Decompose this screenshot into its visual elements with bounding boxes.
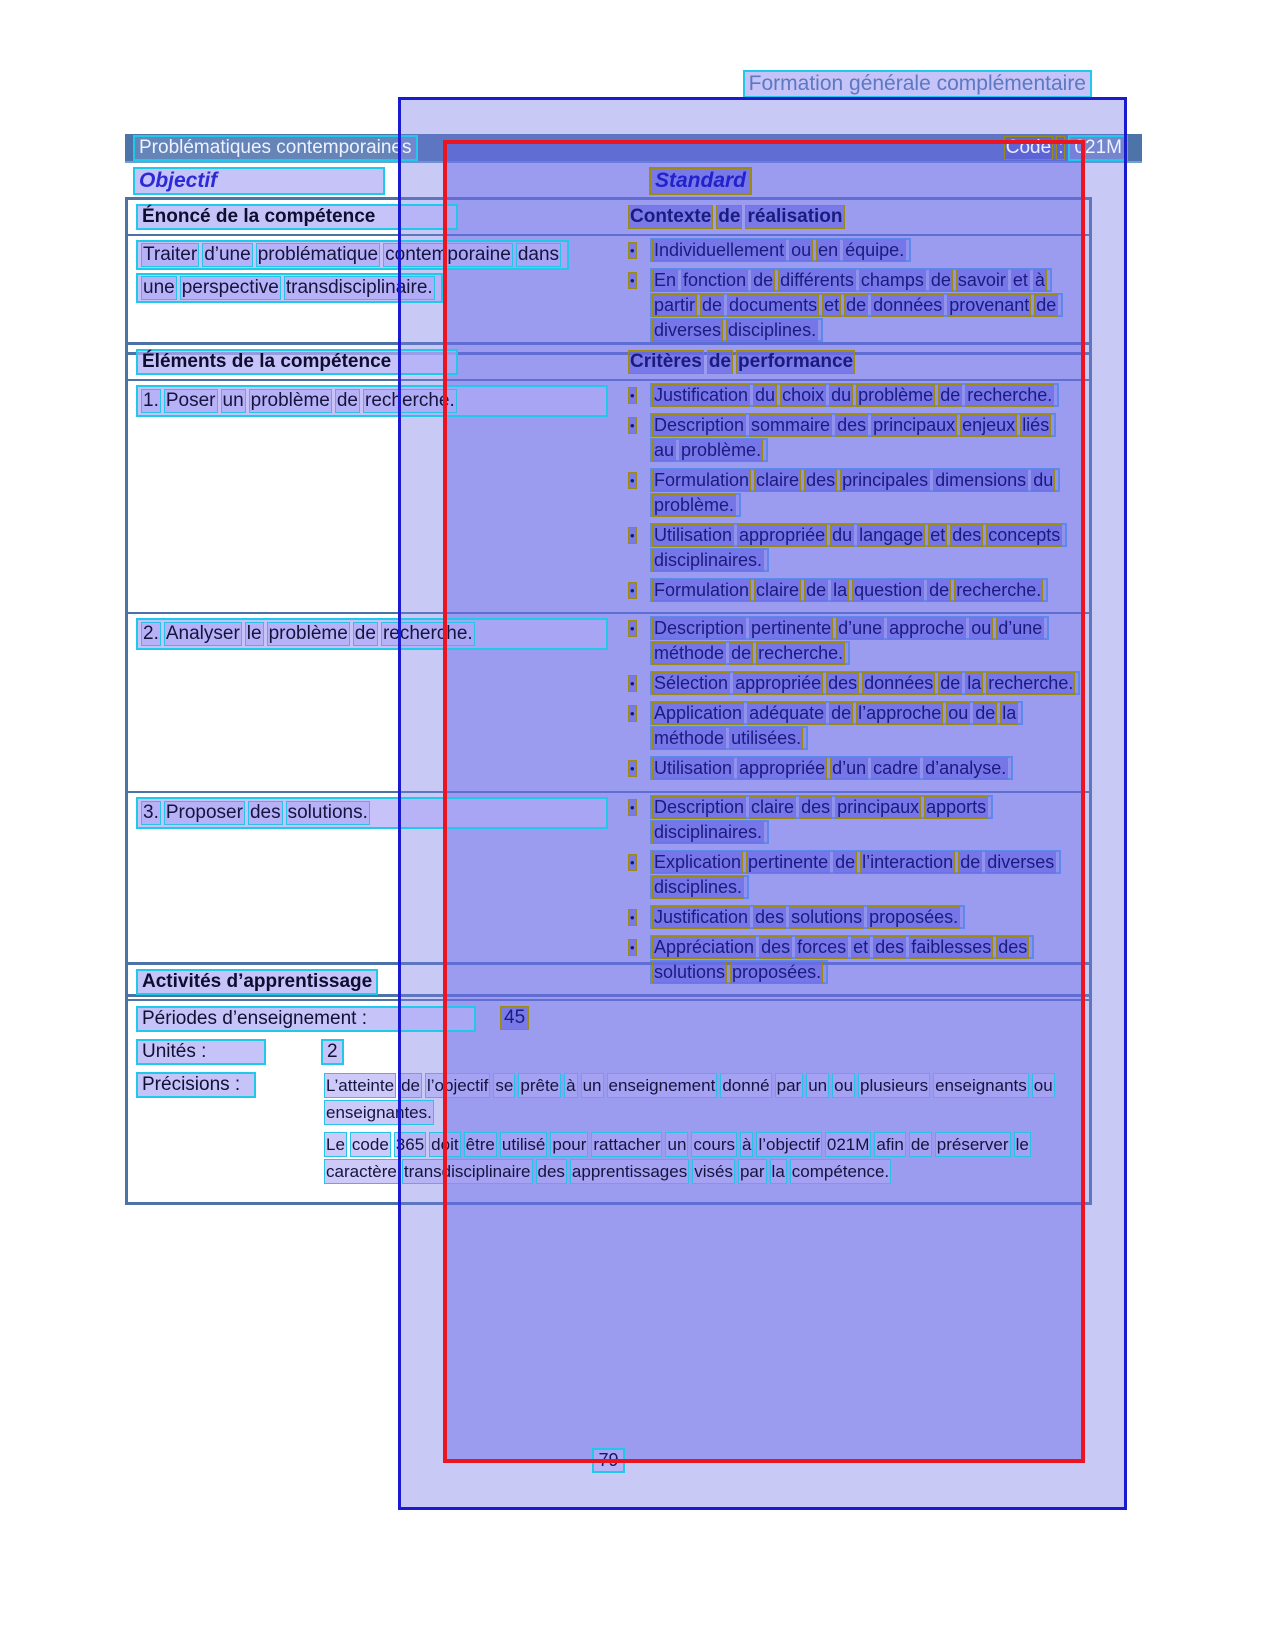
units-label: Unités : — [136, 1039, 266, 1065]
code-value: 021M — [1068, 135, 1128, 161]
page-number-row — [125, 1448, 1092, 1473]
list-item: • Utilisation appropriée d’un cadre d’analyse. — [628, 756, 1081, 781]
code-label: Code — [1005, 136, 1052, 158]
bullet-icon: • — [630, 800, 635, 815]
precisions-paragraph: Le code 365 doit être utilisé pour rattacher un cours à l’objectif 021M afin de préserver lecaractère transdisciplinaire des apprentissages visés par la compétence. — [324, 1131, 1081, 1185]
objectif-heading: Objectif — [133, 167, 385, 195]
list-item: • Formulation claire de la question de recherche. — [628, 578, 1081, 603]
competence-table-row — [128, 236, 1089, 352]
list-item: • Individuellement ou en équipe. — [628, 238, 1081, 263]
code-separator: : — [1058, 136, 1064, 158]
page-number: 79 — [592, 1448, 624, 1473]
competence-statement — [128, 236, 620, 352]
bullet-icon: • — [630, 583, 635, 598]
contexte-header: Contexte de réalisation — [630, 206, 843, 227]
header-bar — [125, 134, 1142, 163]
periods-row — [136, 1006, 1081, 1032]
criteria-bullets — [620, 614, 1089, 791]
table-row — [128, 612, 1089, 791]
bullet-icon: • — [630, 855, 635, 870]
list-item: • Description sommaire des principaux enjeux liésau problème. — [628, 413, 1081, 463]
list-item: • Formulation claire des principales dimensions duproblème. — [628, 468, 1081, 518]
list-item: • Sélection appropriée des données de la recherche. — [628, 671, 1081, 696]
running-title: Formation générale complémentaire — [743, 70, 1092, 98]
units-row — [136, 1039, 1081, 1065]
periods-value: 45 — [500, 1006, 529, 1030]
activities-table-header — [128, 965, 1089, 1001]
bullet-icon: • — [630, 761, 635, 776]
precisions-row — [136, 1072, 1081, 1190]
objectif-standard-row — [125, 167, 1092, 195]
bullet-icon: • — [630, 940, 635, 955]
bullet-icon: • — [630, 473, 635, 488]
activities-header: Activités d’apprentissage — [136, 969, 378, 995]
bullet-icon: • — [630, 388, 635, 403]
table-row — [128, 381, 1089, 612]
bullet-icon: • — [630, 676, 635, 691]
precisions-label: Précisions : — [136, 1072, 256, 1098]
criteria-bullets — [620, 381, 1089, 612]
bullet-icon: • — [630, 621, 635, 636]
code-group — [1004, 135, 1128, 161]
list-item: • Application adéquate de l’approche ou de laméthode utilisées. — [628, 701, 1081, 751]
contexte-bullets — [620, 236, 1089, 352]
bullet-icon: • — [630, 273, 635, 288]
statement-line: une perspective transdisciplinaire. — [136, 273, 443, 303]
bullet-icon: • — [630, 910, 635, 925]
bullet-icon: • — [630, 418, 635, 433]
standard-heading: Standard — [649, 167, 752, 195]
bullet-icon: • — [630, 706, 635, 721]
precisions-text — [324, 1072, 1081, 1190]
elements-table-header — [128, 345, 1089, 381]
list-item: • En fonction de différents champs de savoir et àpartir de documents et de données provenant dediverses disciplines. — [628, 268, 1081, 343]
list-item: • Utilisation appropriée du langage et des conceptsdisciplinaires. — [628, 523, 1081, 573]
list-item: • Justification des solutions proposées. — [628, 905, 1081, 930]
list-item: • Description pertinente d’une approche ou d’uneméthode de recherche. — [628, 616, 1081, 666]
course-title: Problématiques contemporaines — [133, 135, 418, 161]
list-item: • Appréciation des forces et des faiblesses dessolutions proposées. — [628, 935, 1081, 985]
periods-label: Périodes d’enseignement : — [136, 1006, 476, 1032]
elements-table — [125, 342, 1092, 997]
list-item: • Description claire des principaux apportsdisciplinaires. — [628, 795, 1081, 845]
element-item: 3. Proposer des solutions. — [136, 797, 608, 829]
activities-table — [125, 962, 1092, 1205]
units-value: 2 — [321, 1039, 344, 1065]
criteres-header: Critères de performance — [630, 351, 854, 372]
bullet-icon: • — [630, 243, 635, 258]
list-item: • Justification du choix du problème de recherche. — [628, 383, 1081, 408]
element-item: 2. Analyser le problème de recherche. — [136, 618, 608, 650]
competence-table — [125, 197, 1092, 355]
elements-header: Éléments de la compétence — [136, 349, 458, 375]
statement-line: Traiter d’une problématique contemporaine dans — [136, 240, 569, 270]
element-item: 1. Poser un problème de recherche. — [136, 385, 608, 417]
precisions-paragraph: L’atteinte de l’objectif se prête à un enseignement donné par un ou plusieurs enseignants ouenseignantes. — [324, 1072, 1081, 1126]
list-item: • Explication pertinente de l’interaction de diversesdisciplines. — [628, 850, 1081, 900]
bullet-icon: • — [630, 528, 635, 543]
enonce-header: Énoncé de la compétence — [136, 204, 458, 230]
activities-body — [128, 1001, 1089, 1202]
running-title-row — [125, 70, 1092, 98]
competence-table-header — [128, 200, 1089, 236]
